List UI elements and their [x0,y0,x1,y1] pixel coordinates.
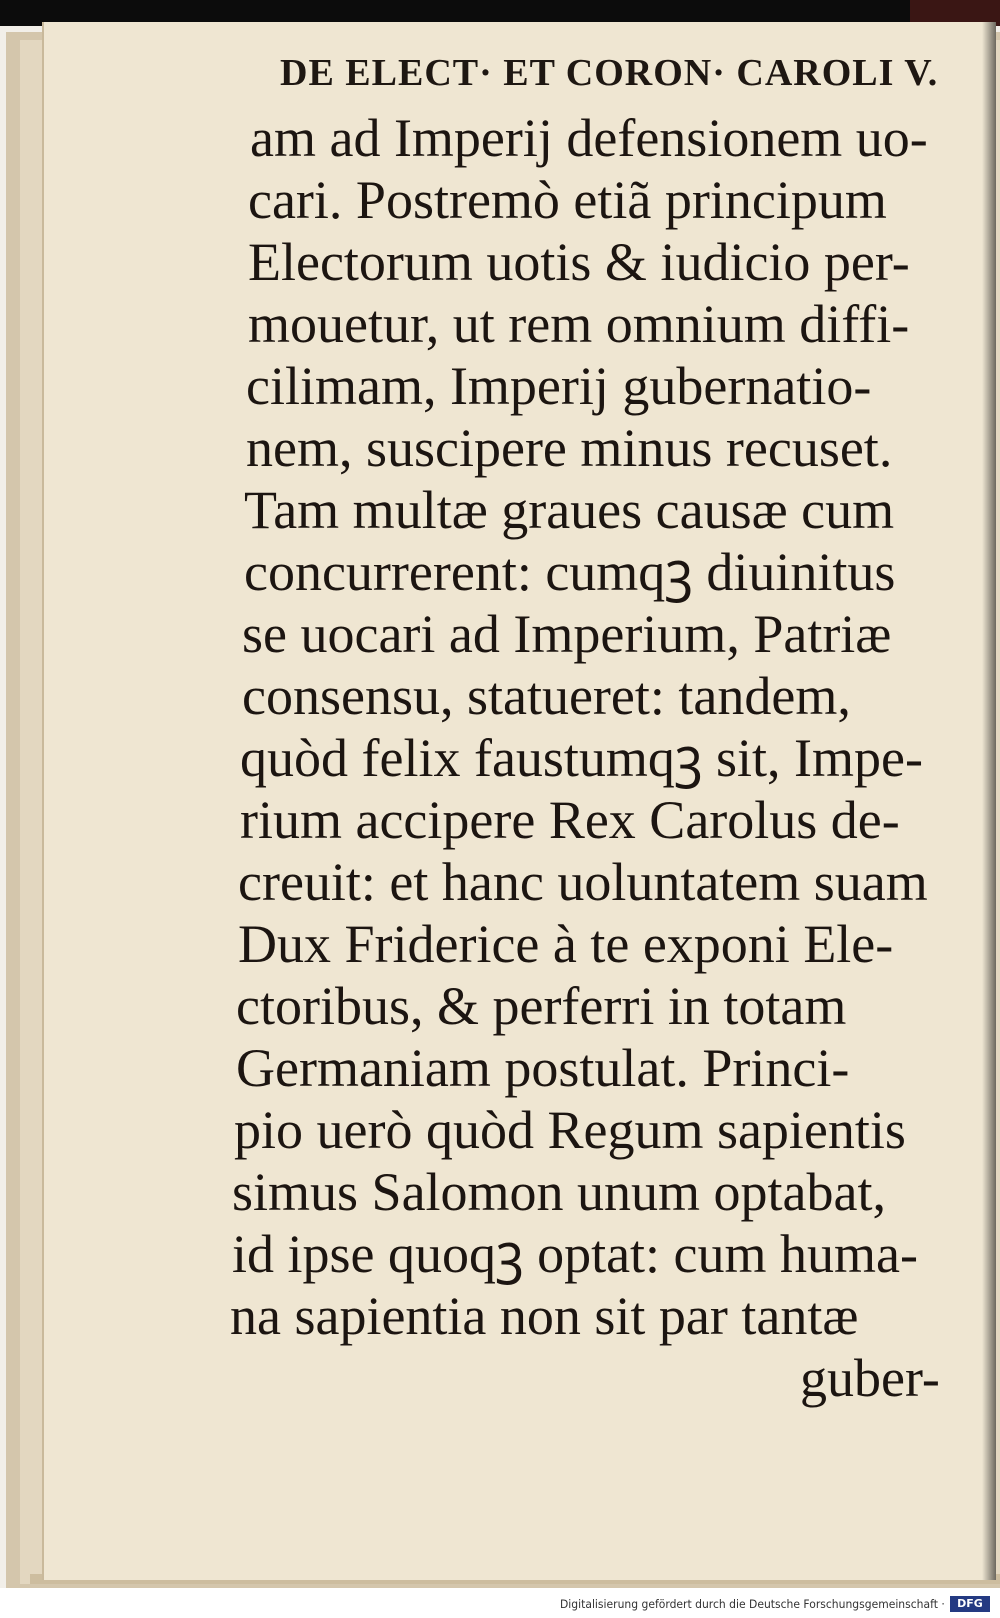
running-head: DE ELECT· ET CORON· CAROLI V. [280,52,939,94]
text-line: consensu, statueret: tandem, [242,666,851,726]
text-line: ctoribus, & perferri in totam [236,976,847,1036]
text-line: cilimam, Imperij gubernatio- [246,356,872,416]
text-line: mouetur, ut rem omnium diffi- [248,294,910,354]
text-line: Electorum uotis & iudicio per- [248,232,910,292]
text-line: nem, suscipere minus recuset. [246,418,893,478]
text-line: cari. Postremò etiã principum [248,170,887,230]
text-line: am ad Imperij defensionem uo- [250,108,928,168]
digitization-credit: Digitalisierung gefördert durch die Deutsche Forschungsgemeinschaft · [560,1597,945,1611]
text-line: Germaniam postulat. Princi- [236,1038,850,1098]
text-line: se uocari ad Imperium, Patriæ [242,604,892,664]
text-line: na sapientia non sit par tantæ [230,1286,859,1346]
gutter-shadow [982,22,996,1580]
text-line: pio uerò quòd Regum sapientis [234,1100,906,1160]
text-line: Tam multæ graues causæ cum [244,480,895,540]
text-line: concurrerent: cumqꝫ diuinitus [244,542,896,602]
text-line: Dux Friderice à te exponi Ele- [238,914,894,974]
text-line: quòd felix faustumqꝫ sit, Impe- [240,728,923,788]
text-line: creuit: et hanc uoluntatem suam [238,852,928,912]
catchword: guber- [800,1348,940,1408]
text-line: id ipse quoqꝫ optat: cum huma- [232,1224,918,1284]
text-line: rium accipere Rex Carolus de- [240,790,900,850]
dfg-logo: DFG [950,1596,990,1612]
text-line: simus Salomon unum optabat, [232,1162,886,1222]
